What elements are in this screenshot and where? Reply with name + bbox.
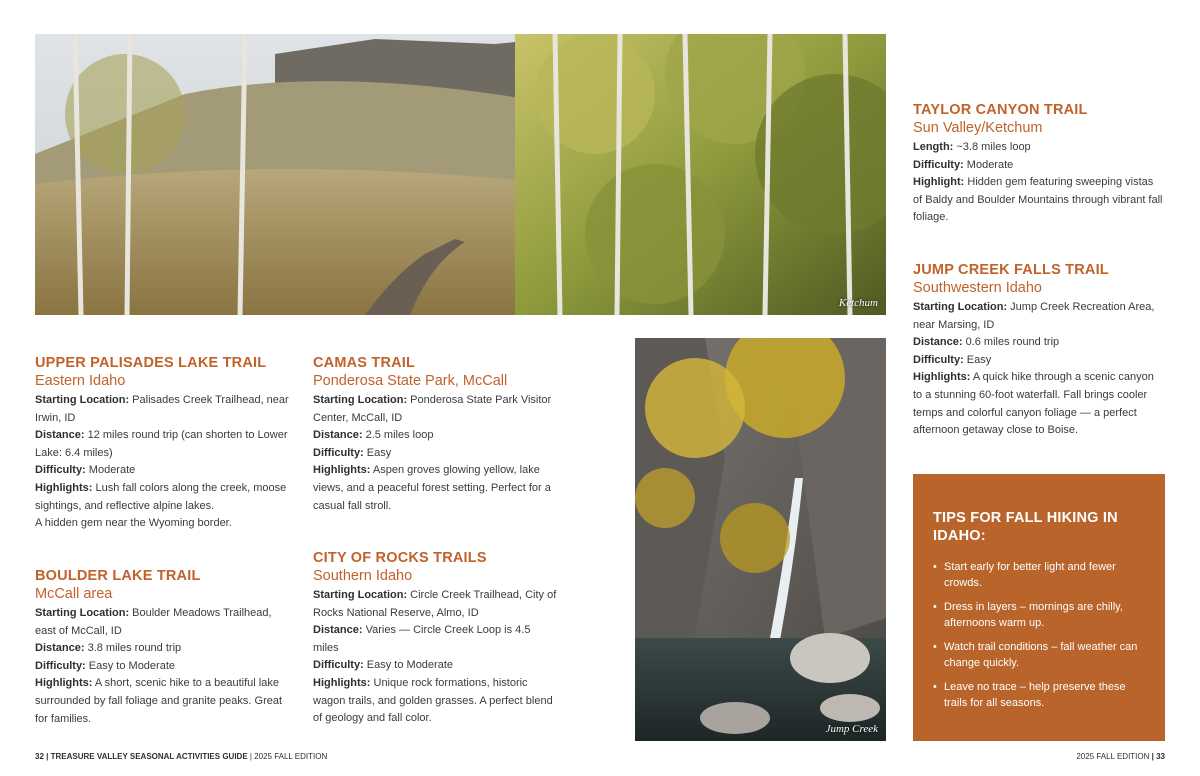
footer-right: 2025 FALL EDITION | 33 xyxy=(1076,752,1165,761)
tips-box xyxy=(913,474,1165,741)
tip-item: • Leave no trace – help preserve these trails for all seasons. xyxy=(933,681,1126,709)
trail-highlights: Highlights: A quick hike through a scenic canyon to a stunning 60-foot waterfall. Fall brings cooler temps and colorful canyon foliage — a perfect afternoon getaway close to Boise. xyxy=(913,371,1154,437)
aspen-meadow-photo xyxy=(35,34,886,315)
trail-start: Starting Location: Jump Creek Recreation Area, near Marsing, ID xyxy=(913,301,1155,331)
trail-highlights: Highlights: Unique rock formations, historic wagon trails, and golden grasses. A perfect blend of geology and fall color. xyxy=(313,676,553,725)
trail-region: Sun Valley/Ketchum xyxy=(913,120,1043,136)
page-number-left: 32 xyxy=(35,752,44,761)
trail-distance: Distance: 3.8 miles round trip xyxy=(35,642,182,655)
trail-region: McCall area xyxy=(35,586,113,602)
trail-region: Eastern Idaho xyxy=(35,373,126,389)
trail-difficulty: Difficulty: Easy xyxy=(313,446,392,459)
trail-region: Southern Idaho xyxy=(313,568,413,584)
tip-item: • Dress in layers – mornings are chilly, afternoons warm up. xyxy=(933,601,1123,629)
bullet-icon: • xyxy=(933,641,937,653)
trail-difficulty: Difficulty: Moderate xyxy=(913,158,1014,171)
photo-caption-ketchum: Ketchum xyxy=(838,297,878,309)
bullet-icon: • xyxy=(933,561,937,573)
trail-boulder-lake xyxy=(35,567,290,728)
trail-highlights: Highlights: Lush fall colors along the creek, moose sightings, and reflective alpine lakes. xyxy=(35,481,287,512)
trail-region: Southwestern Idaho xyxy=(913,280,1042,296)
tip-item: • Watch trail conditions – fall weather can change quickly. xyxy=(933,641,1138,669)
trail-start: Starting Location: Palisades Creek Trailhead, near Irwin, ID xyxy=(35,394,289,424)
trail-distance: Distance: 2.5 miles loop xyxy=(313,429,434,442)
publication-title: TREASURE VALLEY SEASONAL ACTIVITIES GUIDE xyxy=(50,752,248,761)
trail-start: Starting Location: Boulder Meadows Trailhead, east of McCall, ID xyxy=(35,607,272,637)
trail-title: CITY OF ROCKS TRAILS xyxy=(313,550,487,566)
trail-distance: Distance: Varies — Circle Creek Loop is 4.5 miles xyxy=(313,624,531,654)
bullet-icon: • xyxy=(933,601,937,613)
trail-difficulty: Difficulty: Easy to Moderate xyxy=(313,659,454,672)
trail-upper-palisades xyxy=(35,354,290,533)
trail-start: Starting Location: Ponderosa State Park Visitor Center, McCall, ID xyxy=(313,394,552,424)
trail-title: UPPER PALISADES LAKE TRAIL xyxy=(35,355,267,371)
tips-list xyxy=(933,559,1145,711)
trail-length: Length: ~3.8 miles loop xyxy=(913,141,1031,153)
trail-note: A hidden gem near the Wyoming border. xyxy=(35,517,232,530)
tips-title: TIPS FOR FALL HIKING IN IDAHO: xyxy=(933,510,1118,544)
bullet-icon: • xyxy=(933,681,937,693)
trail-city-of-rocks xyxy=(313,549,558,728)
trail-title: BOULDER LAKE TRAIL xyxy=(35,568,201,584)
edition-left: | 2025 FALL EDITION xyxy=(247,752,328,761)
trail-highlight: Highlight: Hidden gem featuring sweeping vistas of Baldy and Boulder Mountains through vibrant fall foliage. xyxy=(913,176,1163,224)
trail-difficulty: Difficulty: Moderate xyxy=(35,464,136,477)
edition-right: 2025 FALL EDITION xyxy=(1076,752,1152,761)
trail-camas xyxy=(313,354,558,515)
trail-title: JUMP CREEK FALLS TRAIL xyxy=(913,262,1109,278)
trail-title: CAMAS TRAIL xyxy=(313,355,416,371)
trail-difficulty: Difficulty: Easy xyxy=(913,353,992,366)
trail-taylor-canyon xyxy=(913,101,1165,227)
tip-item: • Start early for better light and fewer crowds. xyxy=(933,561,1116,589)
page-number-right: 33 xyxy=(1156,752,1165,761)
trail-highlights: Highlights: Aspen groves glowing yellow, lake views, and a peaceful forest setting. Perfect for a casual fall stroll. xyxy=(313,464,551,512)
footer-left: 32 | TREASURE VALLEY SEASONAL ACTIVITIES GUIDE | 2025 FALL EDITION xyxy=(35,752,328,761)
trail-region: Ponderosa State Park, McCall xyxy=(313,373,508,389)
trail-highlights: Highlights: A short, scenic hike to a beautiful lake surrounded by fall foliage and granite peaks. Great for families. xyxy=(35,677,283,725)
trail-jump-creek-falls xyxy=(913,261,1165,440)
trail-start: Starting Location: Circle Creek Trailhead, City of Rocks National Reserve, Almo, ID xyxy=(313,589,557,619)
photo-caption-jump-creek: Jump Creek xyxy=(825,723,878,735)
trail-distance: Distance: 12 miles round trip (can shorten to Lower Lake: 6.4 miles) xyxy=(35,429,288,459)
trail-difficulty: Difficulty: Easy to Moderate xyxy=(35,659,176,672)
jump-creek-waterfall-photo xyxy=(635,338,886,741)
trail-distance: Distance: 0.6 miles round trip xyxy=(913,336,1060,349)
trail-title: TAYLOR CANYON TRAIL xyxy=(913,102,1088,118)
